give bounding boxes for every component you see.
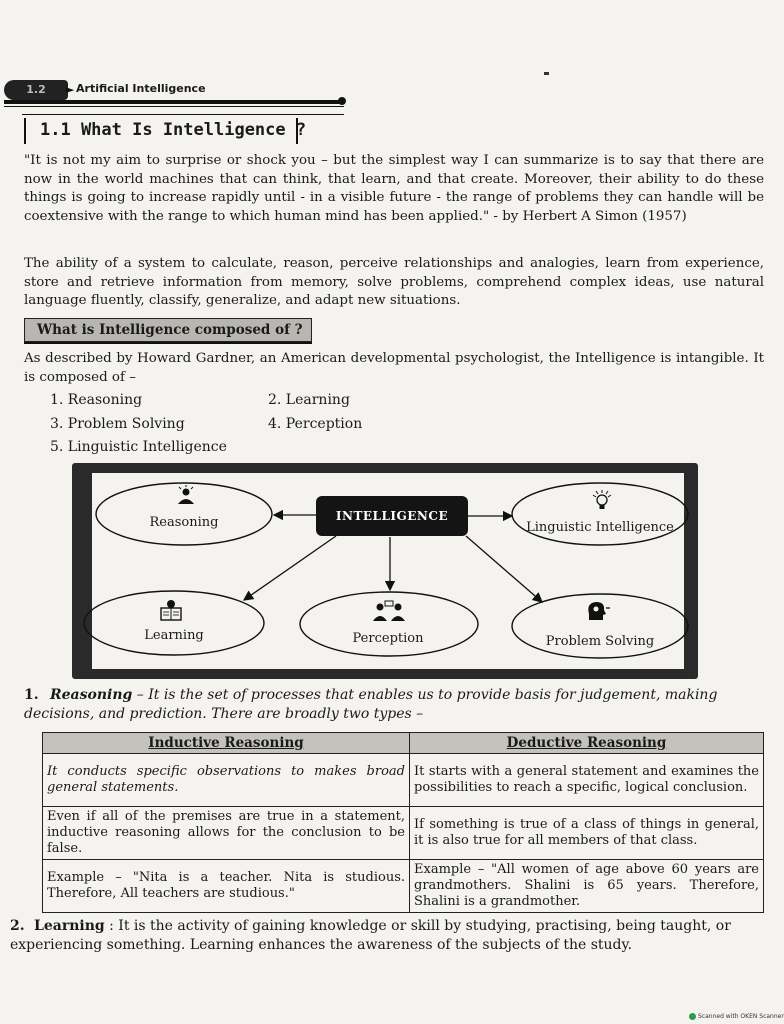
scan-speck bbox=[544, 72, 549, 75]
scanner-text: Scanned with OKEN Scanner bbox=[698, 1013, 784, 1020]
reasoning-types-table bbox=[42, 732, 764, 913]
gardner-paragraph: As described by Howard Gardner, an American developmental psychologist, the Intelligence is intangible. It is composed of – bbox=[24, 351, 764, 385]
intelligence-center-node: INTELLIGENCE bbox=[316, 496, 468, 536]
node-label-perception: Perception bbox=[352, 631, 424, 646]
table-cell: It conducts specific observations to makes broad general statements. bbox=[43, 754, 410, 807]
list-item: 4. Perception bbox=[268, 416, 363, 432]
term-learning: Learning bbox=[34, 918, 105, 934]
table-cell: If something is true of a class of things in general, it is also true for all members of that class. bbox=[410, 807, 764, 860]
scanner-watermark bbox=[689, 1013, 784, 1020]
node-label-linguistic: Linguistic Intelligence bbox=[526, 520, 674, 535]
node-label-learning: Learning bbox=[144, 628, 204, 643]
intelligence-definition: The ability of a system to calculate, reason, perceive relationships and analogies, learn from experience, store and retrieve information from memory, solve problems, comprehend complex ideas, use natural language fluently, classify, generalize, and adapt new situations. bbox=[24, 256, 764, 309]
term-reasoning: Reasoning bbox=[50, 687, 133, 703]
table-header-row bbox=[43, 733, 764, 754]
arrow-right-icon: ► bbox=[66, 83, 75, 96]
table-cell: It starts with a general statement and examines the possibilities to reach a specific, logical conclusion. bbox=[410, 754, 764, 807]
reasoning-paragraph bbox=[24, 686, 764, 724]
header-deductive: Deductive Reasoning bbox=[410, 733, 764, 754]
node-label-problem-solving: Problem Solving bbox=[545, 634, 655, 649]
header-inductive: Inductive Reasoning bbox=[43, 733, 410, 754]
node-label-reasoning: Reasoning bbox=[149, 515, 219, 530]
running-header bbox=[4, 76, 364, 106]
subheading: What is Intelligence composed of ? bbox=[24, 318, 312, 342]
list-item: 3. Problem Solving bbox=[50, 416, 185, 432]
table-row bbox=[43, 860, 764, 913]
simon-quote: "It is not my aim to surprise or shock you – but the simplest way I can summarize is to say that there are now in the world machines that can think, that learn, and that create. Moreover, their ability to do these things is going to increase rapidly until - in a visible future - the range of problems they can handle will be coextensive with the range to which human mind has been applied." - by Herbert A Simon (1957) bbox=[24, 153, 764, 224]
chapter-tag: 1.2 bbox=[4, 80, 68, 100]
table-cell: Example – "Nita is a teacher. Nita is studious. Therefore, All teachers are studious." bbox=[43, 860, 410, 913]
subheading-rule bbox=[24, 342, 312, 344]
running-title: Artificial Intelligence bbox=[76, 82, 206, 95]
header-rule-thin bbox=[4, 106, 344, 107]
learning-definition: : It is the activity of gaining knowledge or skill by studying, practising, being taught, or experiencing something. Learning enhances the awareness of the subjects of the study. bbox=[10, 918, 731, 953]
section-title-rule bbox=[22, 114, 344, 115]
table-cell: Even if all of the premises are true in a statement, inductive reasoning allows for the conclusion to be false. bbox=[43, 807, 410, 860]
header-rule-end-dot bbox=[338, 97, 346, 105]
header-rule bbox=[4, 100, 344, 104]
list-item: 1. Reasoning bbox=[50, 392, 143, 408]
item-number: 2. bbox=[10, 918, 25, 934]
scanner-logo-icon bbox=[689, 1013, 696, 1020]
section-title: 1.1 What Is Intelligence ? bbox=[40, 120, 307, 140]
section-title-bar bbox=[24, 118, 26, 144]
learning-paragraph bbox=[10, 917, 764, 955]
table-cell: Example – "All women of age above 60 years are grandmothers. Shalini is 65 years. Therefore, Shalini is a grandmother. bbox=[410, 860, 764, 913]
item-number: 1. bbox=[24, 687, 39, 703]
list-item: 2. Learning bbox=[268, 392, 350, 408]
components-list bbox=[50, 392, 450, 462]
table-row bbox=[43, 807, 764, 860]
list-item: 5. Linguistic Intelligence bbox=[50, 439, 227, 455]
reasoning-definition: – It is the set of processes that enables us to provide basis for judgement, making decisions, and prediction. There are broadly two types – bbox=[24, 687, 718, 722]
table-row bbox=[43, 754, 764, 807]
